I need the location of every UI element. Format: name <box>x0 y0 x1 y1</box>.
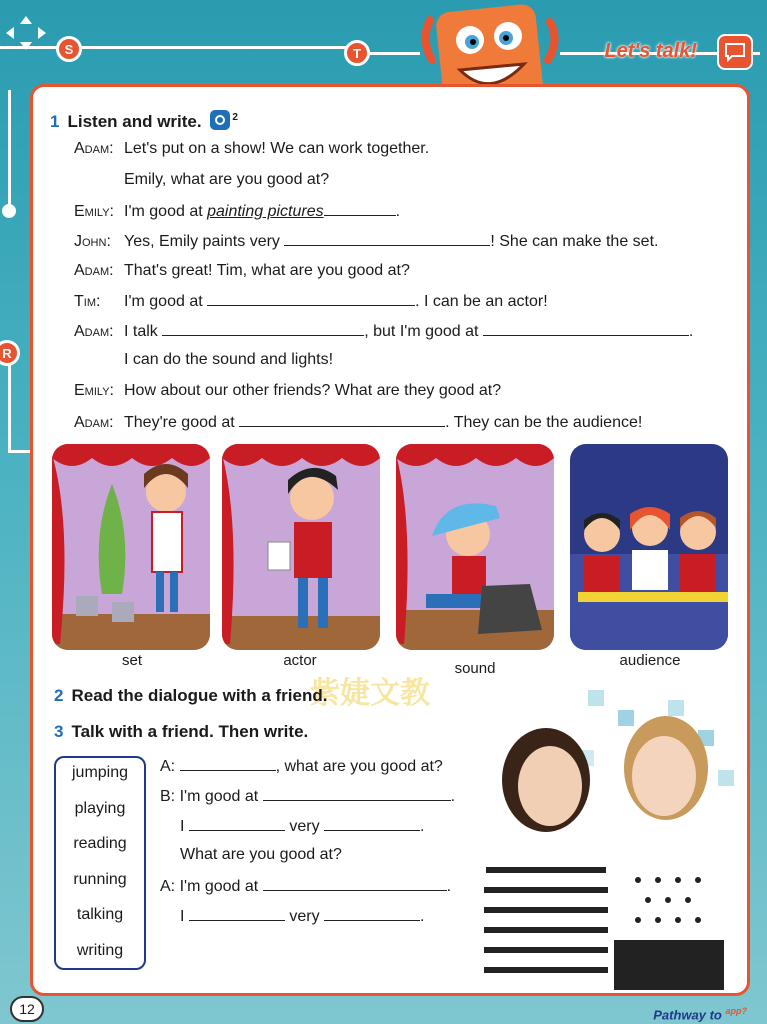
line-text: I <box>180 908 185 925</box>
line-text: I <box>180 818 185 835</box>
answer-blank[interactable] <box>324 201 396 216</box>
brand-text: Pathway to <box>653 1007 722 1023</box>
line-text: ! She can make the set. <box>490 233 659 250</box>
word-box <box>54 756 146 970</box>
line-text: A: I'm good at <box>160 878 259 895</box>
dialogue-line <box>74 171 329 189</box>
answer-blank[interactable] <box>189 816 285 831</box>
exercise-title-text: Talk with a friend. Then write. <box>71 722 309 741</box>
word-option: talking <box>76 906 124 923</box>
speech-bubble-icon <box>717 34 753 70</box>
picture-label-actor: actor <box>283 652 317 669</box>
line-text: , but I'm good at <box>364 323 483 340</box>
line-text: I'm good at <box>124 293 208 310</box>
speaker: Emily: <box>74 203 114 220</box>
circuit-dot <box>2 204 16 218</box>
line-text: , what are you good at? <box>275 758 443 775</box>
two-girls-photo <box>468 690 740 990</box>
line-text: . I can be an actor! <box>415 293 548 310</box>
picture-label-sound: sound <box>454 660 496 677</box>
exercise-title-text: Read the dialogue with a friend. <box>71 686 328 705</box>
line-text: . <box>688 323 694 340</box>
circuit-node-s: S <box>56 36 82 62</box>
line-text: . <box>395 203 401 220</box>
set-illustration <box>52 444 210 650</box>
dialogue-line <box>74 262 410 280</box>
word-option: reading <box>73 835 127 852</box>
line-text: I can do the sound and lights! <box>124 351 334 368</box>
brand-logo <box>653 1006 747 1022</box>
speaker: Adam: <box>74 323 114 340</box>
line-text: That's great! Tim, what are you good at? <box>124 262 410 279</box>
speaker: John: <box>74 233 111 250</box>
word-option: jumping <box>71 764 129 781</box>
word-option: writing <box>76 942 124 959</box>
picture-label-set: set <box>121 652 142 669</box>
speaker: Tim: <box>74 293 101 310</box>
circuit-node-r: R <box>0 340 20 366</box>
answer-blank[interactable] <box>263 876 447 891</box>
line-text: I talk <box>124 323 163 340</box>
exercise-number: 2 <box>54 686 64 705</box>
page-number: 12 <box>10 996 44 1022</box>
line-text: B: I'm good at <box>160 788 259 805</box>
dialogue-line <box>74 231 658 251</box>
picture-label-audience: audience <box>619 652 681 669</box>
answer-blank[interactable] <box>263 786 451 801</box>
practice-line: What are you good at? <box>180 846 342 863</box>
answer-blank[interactable] <box>207 291 415 306</box>
navigation-arrows-icon <box>4 14 48 52</box>
practice-line: B: I'm good at . <box>160 788 456 805</box>
line-text: Let's put on a show! We can work together. <box>124 140 430 157</box>
brand-superscript: app? <box>725 1006 747 1016</box>
line-text: Yes, Emily paints very <box>124 233 285 250</box>
answer-blank[interactable] <box>239 412 445 427</box>
section-title: Let's talk! <box>604 40 697 62</box>
speaker: Emily: <box>74 382 114 399</box>
word-option: playing <box>74 800 126 817</box>
dialogue-line <box>74 140 429 158</box>
actor-illustration <box>222 444 380 650</box>
dialogue-line <box>74 382 501 400</box>
answer-blank[interactable] <box>324 906 420 921</box>
exercise-1-title <box>50 110 238 132</box>
practice-line <box>160 756 443 776</box>
watermark: 紫婕文教 <box>310 677 430 710</box>
answer-blank[interactable] <box>284 231 490 246</box>
exercise-2-title <box>54 686 327 706</box>
audio-track-icon[interactable] <box>210 110 230 130</box>
answer-blank[interactable] <box>324 816 420 831</box>
speaker: Adam: <box>74 140 114 157</box>
answer-blank[interactable] <box>162 321 364 336</box>
dialogue-line <box>74 321 693 341</box>
example-answer: painting pictures <box>207 203 324 220</box>
practice-line: I very . <box>180 818 425 835</box>
line-text: I'm good at <box>124 203 208 220</box>
dialogue-line <box>74 412 642 432</box>
line-text: very <box>289 908 320 925</box>
dialogue-line <box>74 201 400 221</box>
answer-blank[interactable] <box>483 321 689 336</box>
line-text: They're good at <box>124 414 240 431</box>
line-text: Emily, what are you good at? <box>124 171 330 188</box>
line-text: very <box>289 818 320 835</box>
speaker: Adam: <box>74 414 114 431</box>
line-text: . They can be the audience! <box>445 414 643 431</box>
exercise-3-title <box>54 722 308 742</box>
audience-illustration <box>570 444 728 650</box>
exercise-number: 1 <box>50 112 60 131</box>
dialogue-line <box>74 291 548 311</box>
line-text: A: <box>160 758 176 775</box>
answer-blank[interactable] <box>189 906 285 921</box>
track-number: 2 <box>232 112 238 124</box>
dialogue-line <box>74 351 333 369</box>
circuit-node-t: T <box>344 40 370 66</box>
exercise-title-text: Listen and write. <box>67 112 202 131</box>
speaker: Adam: <box>74 262 114 279</box>
sound-illustration <box>396 444 554 650</box>
word-option: running <box>73 871 127 888</box>
practice-line: A: I'm good at . <box>160 878 452 895</box>
answer-blank[interactable] <box>180 756 276 771</box>
line-text: How about our other friends? What are they good at? <box>124 382 502 399</box>
exercise-number: 3 <box>54 722 64 741</box>
practice-line: I very . <box>180 908 425 925</box>
